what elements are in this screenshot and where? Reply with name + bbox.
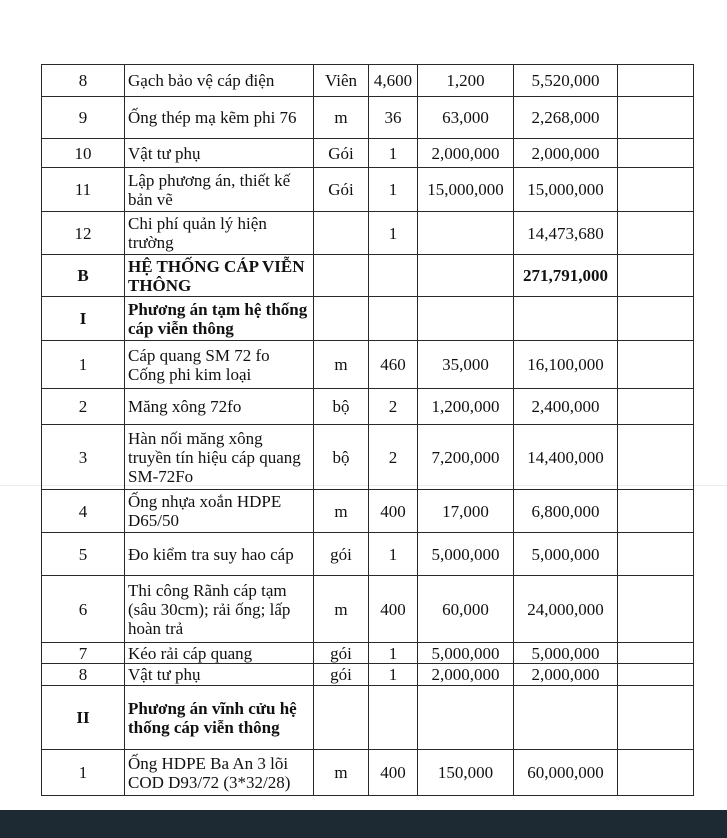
cell-amount: 2,000,000 [514,139,618,168]
cell-quantity: 36 [369,97,418,139]
cell-item-name: Phương án vĩnh cửu hệ thống cáp viễn thông [125,686,314,750]
cell-note [618,97,694,139]
cell-row-number: II [42,686,125,750]
cell-row-number: 12 [42,212,125,255]
table-row [42,139,694,168]
cell-amount: 2,400,000 [514,389,618,425]
cell-amount: 15,000,000 [514,168,618,212]
cell-amount: 24,000,000 [514,576,618,643]
table-row [42,97,694,139]
table-row [42,297,694,341]
cell-unit: Gói [314,139,369,168]
cell-unit-price: 2,000,000 [418,139,514,168]
cell-note [618,686,694,750]
cell-item-name: Ống thép mạ kẽm phi 76 [125,97,314,139]
table-row [42,168,694,212]
cost-table-body [42,65,694,796]
cell-unit-price: 35,000 [418,341,514,389]
cell-unit-price: 1,200 [418,65,514,97]
cell-row-number: 10 [42,139,125,168]
table-row [42,212,694,255]
cell-note [618,297,694,341]
cell-unit-price [418,255,514,297]
cell-amount: 6,800,000 [514,490,618,533]
cell-quantity: 400 [369,490,418,533]
cell-quantity: 400 [369,576,418,643]
cell-quantity: 4,600 [369,65,418,97]
cell-unit: Gói [314,168,369,212]
cell-unit-price: 1,200,000 [418,389,514,425]
cell-note [618,425,694,490]
cell-note [618,576,694,643]
cell-unit-price: 7,200,000 [418,425,514,490]
cell-unit: m [314,341,369,389]
cell-item-name: Kéo rải cáp quang [125,643,314,664]
cell-unit: m [314,97,369,139]
table-row [42,576,694,643]
cell-amount: 5,000,000 [514,643,618,664]
cell-item-name: Hàn nối măng xông truyền tín hiệu cáp quang SM-72Fo [125,425,314,490]
table-row [42,255,694,297]
cell-amount: 14,473,680 [514,212,618,255]
cell-row-number: 1 [42,341,125,389]
cell-note [618,490,694,533]
cell-row-number: 1 [42,750,125,796]
cell-row-number: 7 [42,643,125,664]
cell-note [618,255,694,297]
cell-unit-price: 63,000 [418,97,514,139]
cell-quantity: 1 [369,664,418,686]
cell-unit: bộ [314,389,369,425]
cell-row-number: B [42,255,125,297]
cell-unit [314,212,369,255]
cell-unit-price [418,686,514,750]
cell-item-name: Ống nhựa xoắn HDPE D65/50 [125,490,314,533]
cell-note [618,533,694,576]
cell-note [618,65,694,97]
cell-note [618,389,694,425]
cell-unit [314,255,369,297]
cell-unit: Viên [314,65,369,97]
cell-quantity: 1 [369,533,418,576]
cell-note [618,168,694,212]
cell-item-name: Măng xông 72fo [125,389,314,425]
table-row [42,341,694,389]
cell-quantity: 1 [369,212,418,255]
cell-amount: 271,791,000 [514,255,618,297]
cell-unit-price: 60,000 [418,576,514,643]
cell-amount: 60,000,000 [514,750,618,796]
bottom-bar [0,810,727,838]
cell-amount: 16,100,000 [514,341,618,389]
cell-quantity: 1 [369,643,418,664]
table-row [42,664,694,686]
cell-amount: 2,268,000 [514,97,618,139]
table-row [42,490,694,533]
cell-row-number: 8 [42,664,125,686]
cell-unit-price [418,297,514,341]
cell-item-name: HỆ THỐNG CÁP VIỄN THÔNG [125,255,314,297]
cell-item-name: Vật tư phụ [125,139,314,168]
cell-row-number: 6 [42,576,125,643]
cell-quantity: 460 [369,341,418,389]
cell-item-name: Ống HDPE Ba An 3 lõi COD D93/72 (3*32/28) [125,750,314,796]
cell-quantity: 2 [369,389,418,425]
cell-unit-price: 15,000,000 [418,168,514,212]
cell-unit: m [314,576,369,643]
cell-unit-price: 5,000,000 [418,643,514,664]
cell-unit: gói [314,643,369,664]
cell-unit-price: 150,000 [418,750,514,796]
cell-amount [514,686,618,750]
cell-row-number: 5 [42,533,125,576]
cell-unit-price: 2,000,000 [418,664,514,686]
cell-amount: 14,400,000 [514,425,618,490]
table-row [42,686,694,750]
cell-unit-price: 17,000 [418,490,514,533]
cell-note [618,139,694,168]
table-row [42,389,694,425]
cell-note [618,750,694,796]
cell-unit: m [314,490,369,533]
table-row [42,750,694,796]
cell-unit: gói [314,533,369,576]
cell-unit [314,297,369,341]
cell-quantity [369,297,418,341]
cell-unit-price [418,212,514,255]
cell-note [618,643,694,664]
cell-item-name: Lập phương án, thiết kế bản vẽ [125,168,314,212]
cell-note [618,341,694,389]
cell-row-number: 4 [42,490,125,533]
cell-quantity: 1 [369,168,418,212]
cell-item-name: Đo kiểm tra suy hao cáp [125,533,314,576]
cell-row-number: I [42,297,125,341]
cell-item-name: Thi công Rãnh cáp tạm (sâu 30cm); rải ống; lấp hoàn trả [125,576,314,643]
cell-amount [514,297,618,341]
cell-unit: m [314,750,369,796]
cell-row-number: 9 [42,97,125,139]
cell-row-number: 2 [42,389,125,425]
cell-note [618,212,694,255]
cell-amount: 5,000,000 [514,533,618,576]
cell-note [618,664,694,686]
cost-table [41,64,694,796]
table-row [42,643,694,664]
table-row [42,533,694,576]
cell-quantity: 400 [369,750,418,796]
cell-unit: bộ [314,425,369,490]
cell-quantity: 2 [369,425,418,490]
cell-amount: 5,520,000 [514,65,618,97]
cell-quantity [369,686,418,750]
table-row [42,65,694,97]
cell-unit: gói [314,664,369,686]
cell-quantity [369,255,418,297]
cell-item-name: Phương án tạm hệ thống cáp viễn thông [125,297,314,341]
cell-row-number: 3 [42,425,125,490]
cell-item-name: Cáp quang SM 72 fo Cống phi kim loại [125,341,314,389]
cell-unit [314,686,369,750]
cell-item-name: Vật tư phụ [125,664,314,686]
cell-row-number: 8 [42,65,125,97]
cell-row-number: 11 [42,168,125,212]
cell-unit-price: 5,000,000 [418,533,514,576]
cell-item-name: Gạch bảo vệ cáp điện [125,65,314,97]
table-row [42,425,694,490]
cell-amount: 2,000,000 [514,664,618,686]
cell-quantity: 1 [369,139,418,168]
cell-item-name: Chi phí quản lý hiện trường [125,212,314,255]
